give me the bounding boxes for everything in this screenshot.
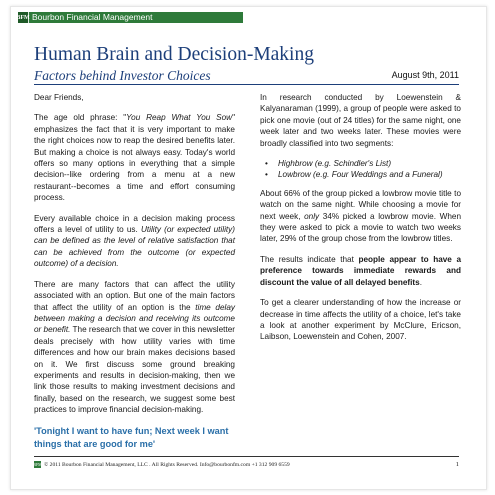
research-paragraph: In research conducted by Loewenstein & Kalyanaraman (1999), a group of people were asked to pick one movie (out of 24 titles) for the same night, one week later and two weeks later. These movies were broadly classified into two segments: — [260, 93, 461, 148]
segment-highbrow: Highbrow (e.g. Schindler's List) — [278, 159, 392, 169]
right-column — [260, 92, 461, 352]
publication-date: August 9th, 2011 — [391, 70, 459, 80]
salutation: Dear Friends, — [34, 93, 84, 102]
page-title: Human Brain and Decision-Making — [34, 44, 314, 65]
bullet-icon: • — [265, 159, 268, 169]
factors-text-b: The research that we cover in this newsletter deals precisely with how utility varies with time differences and how our brain makes decisions based on it. We first discuss some ground breaking experiments and results in decision-making, then we link those results to making investment decisions and finally, based on the research, we suggest some best practices to improve financial decision-making. — [34, 325, 236, 415]
page-subtitle: Factors behind Investor Choices — [34, 68, 211, 83]
results-emphasis: only — [304, 211, 320, 221]
intro-paragraph — [34, 112, 235, 203]
conclusion-paragraph — [260, 254, 461, 288]
brand-name: Bourbon Financial Management — [32, 12, 153, 22]
results-paragraph — [260, 188, 461, 245]
utility-paragraph — [34, 213, 235, 270]
conclusion-text-b: . — [419, 277, 422, 287]
copyright-text: © 2011 Bourbon Financial Management, LLC . All Rights Reserved. Info@bourbonfm.com +1 312 909 6559 — [44, 461, 290, 468]
intro-text-a: The age old phrase: " — [34, 113, 127, 123]
conclusion-text-a: The results indicate that — [260, 254, 359, 264]
utility-text: Every available choice in a decision making process offers a level of utility to us. — [34, 213, 235, 235]
footer-logo: BFM — [33, 462, 42, 467]
list-item — [260, 169, 461, 180]
intro-text-b: " emphasizes the fact that it is very important to make the right choices now to reap the desired benefits later. But making a choice is not always easy. Today's world offers so many options in everything that a simple decision--like ordering from a menu at a new restaurant--becomes a time and effort consuming process. — [34, 113, 236, 203]
page-number: 1 — [455, 461, 459, 468]
segment-lowbrow: Lowbrow (e.g. Four Weddings and a Funeral) — [278, 170, 443, 180]
bullet-icon: • — [265, 170, 268, 180]
results-text-b: 34% picked a lowbrow movie. When they were asked to pick a movie to watch two weeks later, 29% of the group chose from the lowbrow titles. — [260, 211, 461, 244]
company-logo: BFM — [18, 12, 29, 23]
factors-text-a: There are many factors that can affect the utility associated with an option. But one of the main factors that affect the utility of an option is the — [34, 279, 235, 312]
utility-definition: Utility (or expected utility) can be defined as the level of relative satisfaction that can be achieved from the outcome (or expected outcome) of a decision. — [34, 225, 235, 269]
left-column — [34, 92, 235, 451]
brand-header-bar — [18, 12, 243, 23]
results-text-a: About 66% of the group picked a lowbrow movie title to watch on the same night. While choosing a movie for next week, — [260, 188, 461, 221]
conclusion-emphasis: people appear to have a preference towards immediate rewards and discount the value of all delayed benefits — [260, 254, 462, 287]
page-footer — [34, 461, 459, 468]
factors-emphasis: time delay between making a decision and receiving its outcome or benefit. — [34, 302, 235, 335]
title-divider — [34, 84, 459, 85]
next-experiment-paragraph: To get a clearer understanding of how the increase or decrease in time affects the utility of a choice, let's take a look at another experiment by McClure, Ericson, Laibson, Loewenstein and Cohen, 2007. — [260, 298, 461, 342]
footer-divider — [34, 456, 459, 457]
list-item — [260, 158, 461, 169]
factors-paragraph — [34, 279, 235, 416]
pull-quote: 'Tonight I want to have fun; Next week I want things that are good for me' — [34, 425, 229, 449]
segment-list — [260, 158, 461, 181]
intro-phrase: You Reap What You Sow — [126, 113, 233, 123]
